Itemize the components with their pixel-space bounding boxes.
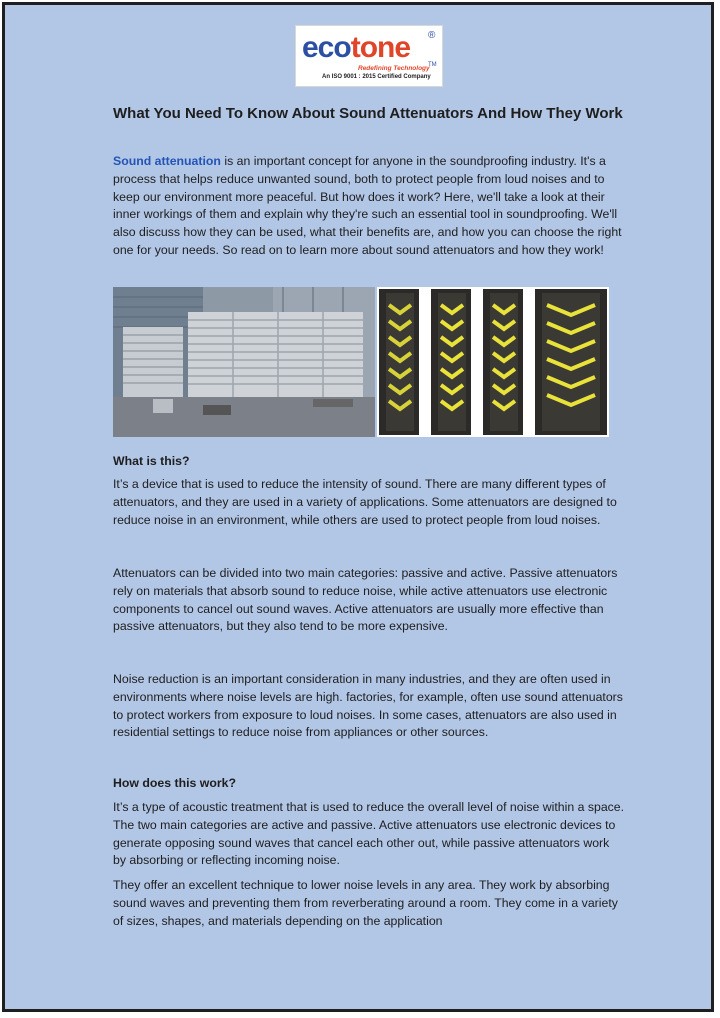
sound-attenuation-link[interactable]: Sound attenuation [113,154,221,168]
section1-paragraph-1: It’s a device that is used to reduce the intensity of sound. There are many different types of attenuators, and they are used in a variety of applications. Some attenuators are designed to reduce noise in an environment, while others are used to protect people from loud noises. [113,477,617,527]
intro-paragraph [113,153,625,260]
logo-trademark: TM [428,62,437,68]
section1-paragraph-3: Noise reduction is an important consideration in many industries, and they are often used in environments where noise levels are high. factories, for example, often use sound attenuators to protect workers from exposure to loud noises. In some cases, attenuators are also used in residential settings to reduce noise from appliances or other sources. [113,672,623,740]
section-heading-how-does-this-work: How does this work? [113,776,236,790]
section-heading-what-is-this: What is this? [113,454,190,468]
chevron-attenuator-panels-photo [377,287,609,437]
logo-registered-mark: ® [428,30,436,41]
document-page [2,2,714,1012]
rooftop-attenuator-photo [113,287,375,437]
section2-paragraph-2: They offer an excellent technique to lower noise levels in any area. They work by absorbing sound waves and preventing them from reverberating around a room. They come in a variety of sizes, shapes, and materials depending on the application [113,878,618,928]
logo-iso-line: An ISO 9001 : 2015 Certified Company [322,74,431,80]
intro-text: is an important concept for anyone in the soundproofing industry. It's a process that helps reduce unwanted sound, both to protect people from loud noises and to keep our environment more peaceful. But how does it work? Here, we'll take a look at their inner workings of them and explain why they're such an essential tool in soundproofing. We'll also discuss how they can be used, what their benefits are, and how you can choose the right one for your needs. So read on to learn more about sound attenuators and how they work! [113,154,622,257]
section1-paragraph-2: Attenuators can be divided into two main categories: passive and active. Passive attenuators rely on materials that absorb sound to reduce noise, while active attenuators use electronic components to cancel out sound waves. Active attenuators are usually more effective than passive attenuators, but they also tend to be more expensive. [113,566,618,634]
logo-wordmark: ecotone [302,31,411,64]
section2-paragraph-1: It’s a type of acoustic treatment that is used to reduce the overall level of noise within a space. The two main categories are active and passive. Active attenuators use electronic devices to generate opposing sound waves that cancel each other out, while passive attenuators work by absorbing or reflecting incoming noise. [113,800,625,868]
ecotone-logo [295,25,443,87]
article-title: What You Need To Know About Sound Attenuators And How They Work [113,105,623,122]
logo-tagline: Redefining Technology [358,65,430,72]
